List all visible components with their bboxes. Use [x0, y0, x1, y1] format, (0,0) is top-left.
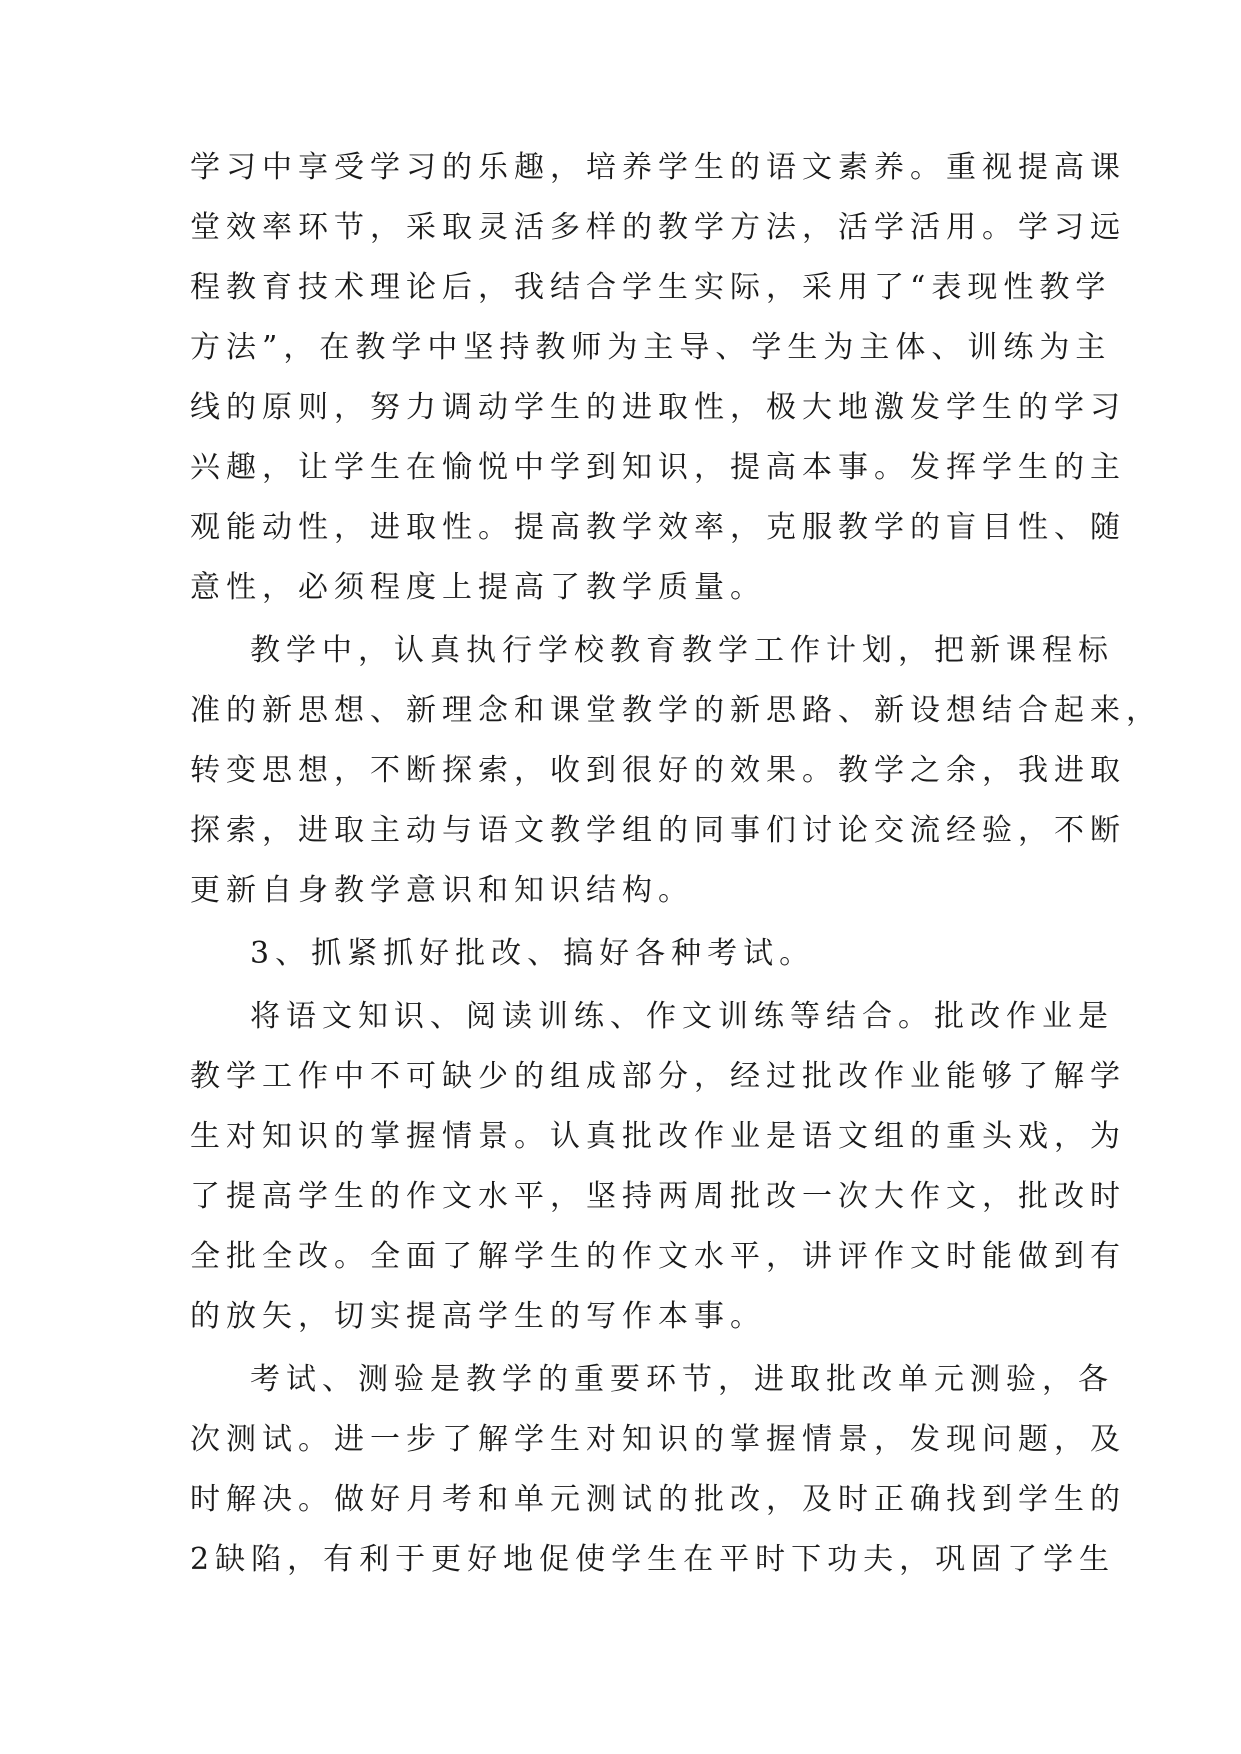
section-heading: 3、抓紧抓好批改、搞好各种考试。	[250, 936, 816, 971]
text-line: 转变思想，不断探索，收到很好的效果。教学之余，我进取	[190, 753, 1126, 788]
text-line: 线的原则，努力调动学生的进取性，极大地激发学生的学习	[190, 390, 1126, 425]
text-line: 全批全改。全面了解学生的作文水平，讲评作文时能做到有	[190, 1239, 1126, 1274]
paragraph-first-line: 考试、测验是教学的重要环节，进取批改单元测验，各	[250, 1362, 1114, 1397]
text-line: 兴趣，让学生在愉悦中学到知识，提高本事。发挥学生的主	[190, 450, 1126, 485]
text-line: 2缺陷，有利于更好地促使学生在平时下功夫，巩固了学生	[190, 1542, 1116, 1577]
text-line: 次测试。进一步了解学生对知识的掌握情景，发现问题，及	[190, 1422, 1126, 1457]
paragraph-first-line: 将语文知识、阅读训练、作文训练等结合。批改作业是	[250, 999, 1114, 1034]
text-line: 时解决。做好月考和单元测试的批改，及时正确找到学生的	[190, 1482, 1126, 1517]
text-line: 方法”，在教学中坚持教师为主导、学生为主体、训练为主	[190, 330, 1112, 365]
text-line: 学习中享受学习的乐趣，培养学生的语文素养。重视提高课	[190, 150, 1126, 185]
text-line: 教学工作中不可缺少的组成部分，经过批改作业能够了解学	[190, 1059, 1126, 1094]
text-line: 观能动性，进取性。提高教学效率，克服教学的盲目性、随	[190, 510, 1126, 545]
text-line: 了提高学生的作文水平，坚持两周批改一次大作文，批改时	[190, 1179, 1126, 1214]
text-line: 的放矢，切实提高学生的写作本事。	[190, 1299, 766, 1334]
text-line: 程教育技术理论后，我结合学生实际，采用了“表现性教学	[190, 270, 1112, 305]
text-line: 准的新思想、新理念和课堂教学的新思路、新设想结合起来，	[190, 693, 1162, 728]
paragraph-first-line: 教学中，认真执行学校教育教学工作计划，把新课程标	[250, 633, 1114, 668]
text-line: 探索，进取主动与语文教学组的同事们讨论交流经验，不断	[190, 813, 1126, 848]
text-line: 堂效率环节，采取灵活多样的教学方法，活学活用。学习远	[190, 210, 1126, 245]
text-line: 生对知识的掌握情景。认真批改作业是语文组的重头戏，为	[190, 1119, 1126, 1154]
text-line: 更新自身教学意识和知识结构。	[190, 873, 694, 908]
text-line: 意性，必须程度上提高了教学质量。	[190, 570, 766, 605]
